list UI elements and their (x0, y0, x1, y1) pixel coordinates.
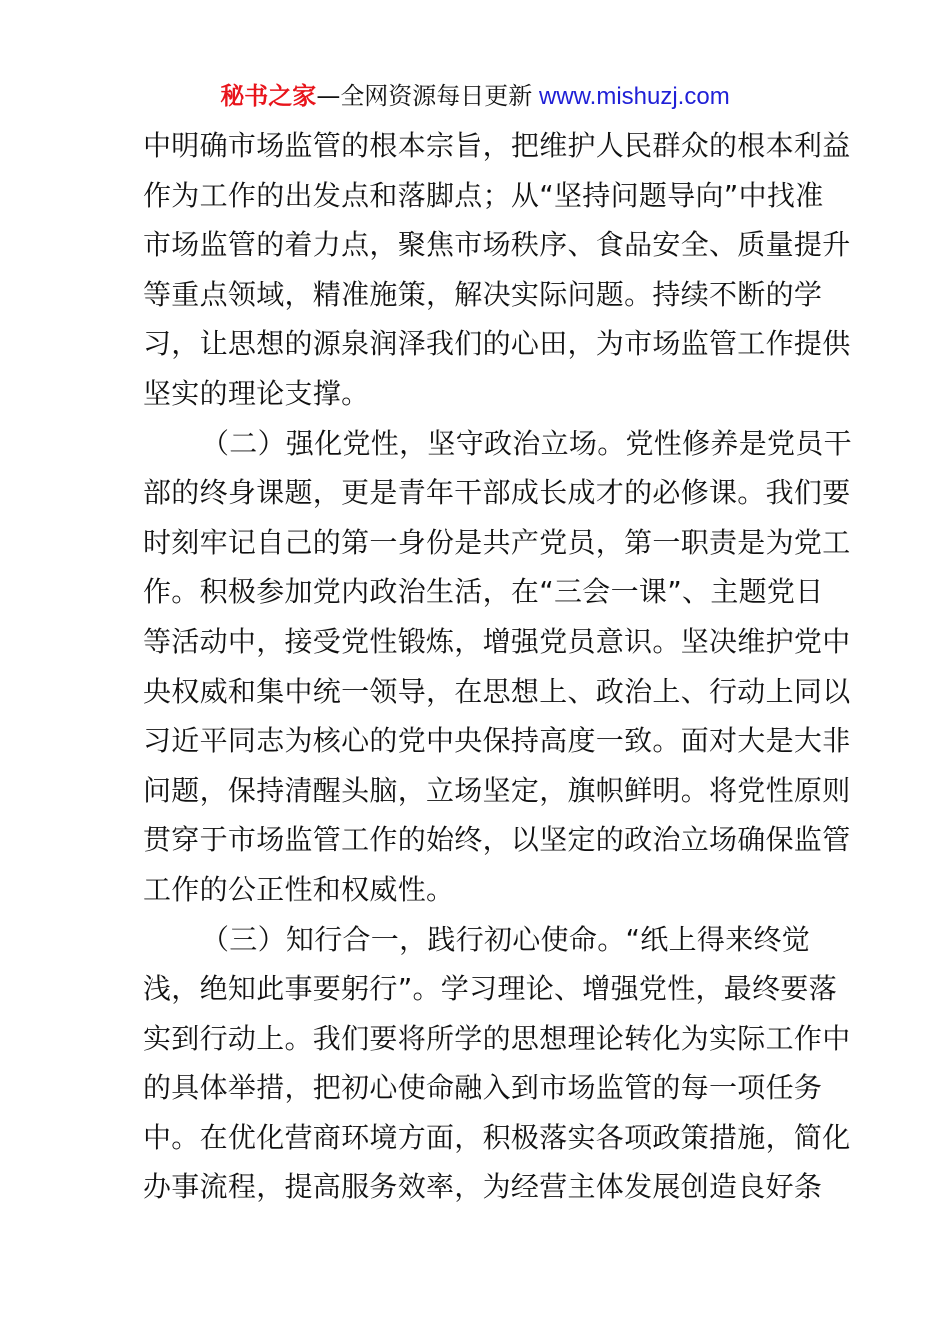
text-line: 等重点领域，精准施策，解决实际问题。持续不断的学 (143, 277, 823, 311)
text-line: （三）知行合一，践行初心使命。“纸上得来终觉 (201, 922, 811, 956)
text-line: 市场监管的着力点，聚焦市场秩序、食品安全、质量提升 (143, 228, 851, 262)
text-line: （二）强化党性，坚守政治立场。党性修养是党员干 (201, 426, 852, 460)
text-line: 部的终身课题，更是青年干部成长成才的必修课。我们要 (143, 476, 851, 510)
text-line: 作。积极参加党内政治生活，在“三会一课”、主题党日 (143, 575, 824, 609)
text-line: 实到行动上。我们要将所学的思想理论转化为实际工作中 (143, 1021, 851, 1055)
site-header (0, 80, 950, 113)
text-line: 作为工作的出发点和落脚点；从“坚持问题导向”中找准 (143, 178, 824, 212)
text-line: 问题，保持清醒头脑，立场坚定，旗帜鲜明。将党性原则 (143, 773, 851, 807)
text-line: 坚实的理论支撑。 (143, 376, 370, 410)
site-brand: 秘书之家 (220, 82, 317, 110)
text-line: 等活动中，接受党性锻炼，增强党员意识。坚决维护党中 (143, 624, 851, 658)
text-line: 贯穿于市场监管工作的始终，以坚定的政治立场确保监管 (143, 823, 851, 857)
text-line: 习近平同志为核心的党中央保持高度一致。面对大是大非 (143, 724, 851, 758)
text-line: 时刻牢记自己的第一身份是共产党员，第一职责是为党工 (143, 525, 851, 559)
text-line: 习，让思想的源泉润泽我们的心田，为市场监管工作提供 (143, 327, 851, 361)
text-line: 浅，绝知此事要躬行”。学习理论、增强党性，最终要落 (143, 972, 838, 1006)
text-line: 的具体举措，把初心使命融入到市场监管的每一项任务 (143, 1071, 823, 1105)
text-line: 中明确市场监管的根本宗旨，把维护人民群众的根本利益 (143, 129, 851, 162)
text-line: 工作的公正性和权威性。 (143, 872, 455, 906)
text-line: 办事流程，提高服务效率，为经营主体发展创造良好条 (143, 1170, 823, 1204)
site-slogan: —全网资源每日更新 (316, 82, 533, 110)
site-url-link[interactable]: www.mishuzj.com (532, 83, 730, 110)
text-line: 央权威和集中统一领导，在思想上、政治上、行动上同以 (143, 674, 851, 708)
text-line: 中。在优化营商环境方面，积极落实各项政策措施，简化 (143, 1120, 851, 1154)
document-body (143, 121, 852, 1212)
